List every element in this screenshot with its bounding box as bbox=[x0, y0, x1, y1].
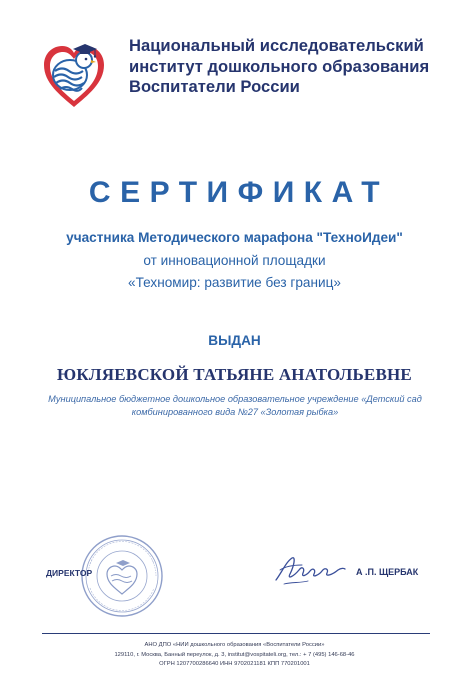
signature-icon bbox=[272, 550, 348, 590]
org-line-2: институт дошкольного образования bbox=[129, 56, 430, 76]
organizer-line: от инновационной площадки bbox=[143, 253, 326, 268]
institution-line-2: комбинированного вида №27 «Золотая рыбка» bbox=[131, 407, 339, 417]
org-line-1: Национальный исследовательский bbox=[129, 36, 424, 55]
footer-line-1: АНО ДПО «НИИ дошкольного образования «Воспитатели России» bbox=[144, 642, 325, 648]
stamp-icon bbox=[80, 534, 164, 618]
signer-name: А .П. ЩЕРБАК bbox=[356, 567, 419, 577]
director-label: ДИРЕКТОР bbox=[46, 568, 93, 578]
certificate-title: СЕРТИФИКАТ bbox=[88, 176, 390, 209]
footer-divider bbox=[42, 633, 430, 634]
logo-icon bbox=[40, 33, 108, 113]
footer bbox=[0, 641, 469, 670]
org-line-3: Воспитатели России bbox=[129, 77, 300, 96]
organization-name bbox=[129, 36, 459, 98]
footer-line-2: 129110, г. Москва, Банный переулок, д. 3, institut@vospitateli.org, тел.: + 7 (495) 146-68-46 bbox=[114, 651, 355, 658]
event-line: участника Методического марафона "ТехноИдеи" bbox=[66, 230, 403, 245]
recipient-name: ЮКЛЯЕВСКОЙ ТАТЬЯНЕ АНАТОЛЬЕВНЕ bbox=[57, 365, 412, 384]
institution-line-1: Муниципальное бюджетное дошкольное образовательное учреждение «Детский сад bbox=[48, 394, 422, 404]
footer-line-3: ОГРН 1207700286640 ИНН 9702021181 КПП 770201001 bbox=[159, 661, 310, 667]
platform-name: «Техномир: развитие без границ» bbox=[128, 275, 341, 290]
recipient-institution bbox=[40, 393, 430, 419]
issued-label: ВЫДАН bbox=[208, 333, 261, 348]
